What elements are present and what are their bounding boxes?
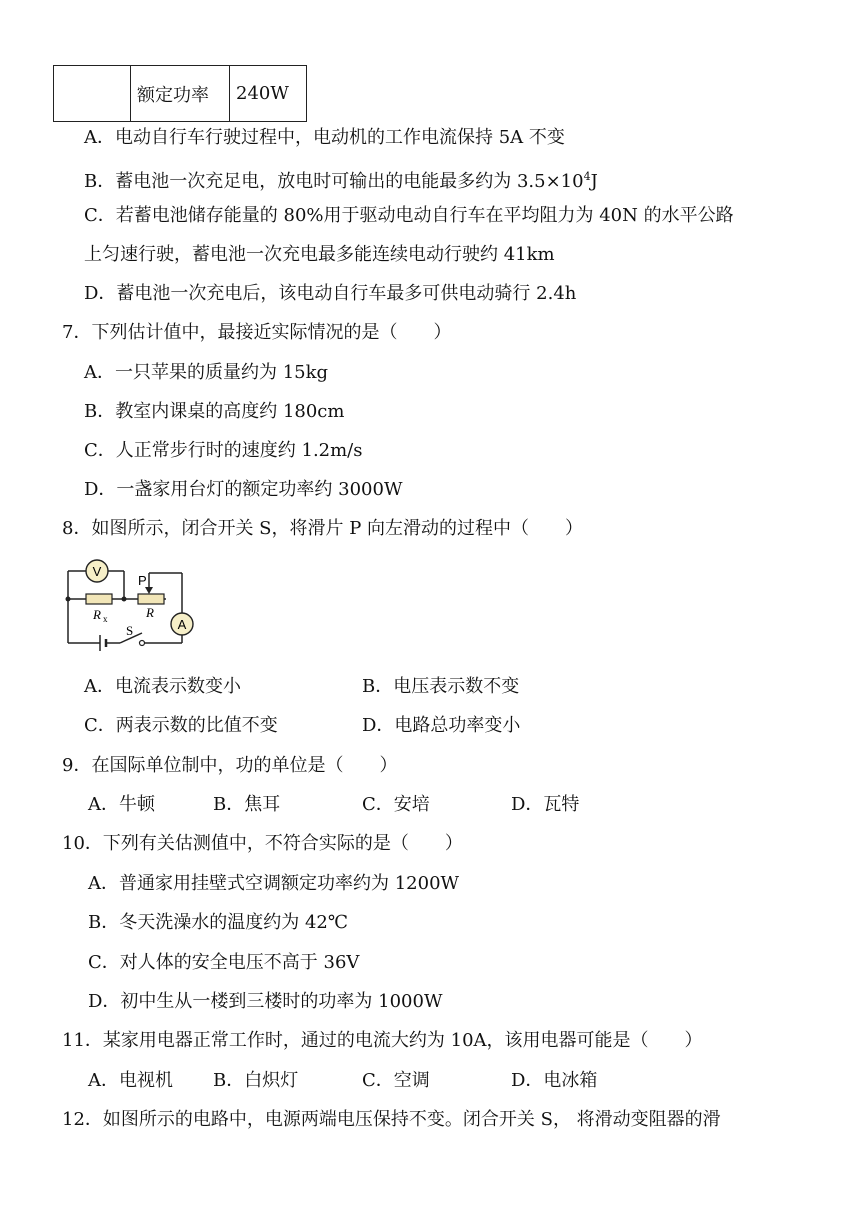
resistor-r-shape bbox=[138, 594, 164, 604]
q6-option-a: A．电动自行车行驶过程中，电动机的工作电流保持 5A 不变 bbox=[84, 127, 565, 148]
ammeter-label: A bbox=[177, 617, 187, 632]
q10-stem: 10．下列有关估测值中，不符合实际的是（ ） bbox=[62, 833, 463, 854]
q6-option-b-text: B．蓄电池一次充足电，放电时可输出的电能最多约为 3.5×10 bbox=[84, 171, 584, 192]
q6-option-b-unit: J bbox=[590, 171, 598, 192]
rx-subscript: x bbox=[103, 614, 108, 624]
rx-label: R bbox=[93, 607, 101, 622]
table-row bbox=[54, 66, 307, 122]
q12-stem: 12．如图所示的电路中，电源两端电压保持不变。闭合开关 S， 将滑动变阻器的滑 bbox=[62, 1109, 721, 1130]
q9-option-a: A．牛顿 bbox=[88, 794, 155, 815]
q11-stem: 11．某家用电器正常工作时，通过的电流大约为 10A，该用电器可能是（ ） bbox=[62, 1030, 703, 1051]
q6-option-d: D．蓄电池一次充电后，该电动自行车最多可供电动骑行 2.4h bbox=[84, 283, 577, 304]
q11-option-a: A．电视机 bbox=[88, 1070, 173, 1091]
q11-option-d: D．电冰箱 bbox=[511, 1070, 598, 1091]
switch-s-label: S bbox=[126, 623, 134, 638]
q11-option-c: C．空调 bbox=[362, 1070, 430, 1091]
q10-option-c: C．对人体的安全电压不高于 36V bbox=[88, 952, 360, 973]
circuit-diagram bbox=[62, 555, 202, 655]
q9-option-c: C．安培 bbox=[362, 794, 430, 815]
table-cell-value: 240W bbox=[230, 66, 307, 122]
q7-option-d: D．一盏家用台灯的额定功率约 3000W bbox=[84, 479, 403, 500]
q7-stem: 7．下列估计值中，最接近实际情况的是（ ） bbox=[62, 322, 452, 343]
q6-option-b bbox=[84, 165, 598, 194]
q8-stem: 8．如图所示，闭合开关 S，将滑片 P 向左滑动的过程中（ ） bbox=[62, 518, 584, 539]
q6-option-c-line1: C．若蓄电池储存能量的 80%用于驱动电动自行车在平均阻力为 40N 的水平公路 bbox=[84, 205, 734, 226]
table-cell-empty bbox=[54, 66, 131, 122]
r-label: R bbox=[146, 605, 154, 620]
q8-option-a: A．电流表示数变小 bbox=[84, 676, 241, 697]
q11-option-b: B．白炽灯 bbox=[213, 1070, 299, 1091]
q9-stem: 9．在国际单位制中，功的单位是（ ） bbox=[62, 755, 398, 776]
resistor-rx-shape bbox=[86, 594, 112, 604]
q7-option-a: A．一只苹果的质量约为 15kg bbox=[84, 362, 329, 383]
q8-option-c: C．两表示数的比值不变 bbox=[84, 715, 278, 736]
voltmeter-label: V bbox=[92, 564, 102, 579]
q6-option-b-exponent: 4 bbox=[583, 170, 591, 183]
q8-option-d: D．电路总功率变小 bbox=[362, 715, 521, 736]
table-cell-label: 额定功率 bbox=[131, 66, 230, 122]
q9-option-d: D．瓦特 bbox=[511, 794, 580, 815]
q10-option-d: D．初中生从一楼到三楼时的功率为 1000W bbox=[88, 991, 443, 1012]
q10-option-b: B．冬天洗澡水的温度约为 42℃ bbox=[88, 912, 348, 933]
slider-p-label: P bbox=[138, 573, 147, 588]
q6-option-c-line2: 上匀速行驶，蓄电池一次充电最多能连续电动行驶约 41km bbox=[84, 244, 555, 265]
q8-option-b: B．电压表示数不变 bbox=[362, 676, 520, 697]
q9-option-b: B．焦耳 bbox=[213, 794, 281, 815]
q7-option-b: B．教室内课桌的高度约 180cm bbox=[84, 401, 345, 422]
q10-option-a: A．普通家用挂壁式空调额定功率约为 1200W bbox=[88, 873, 460, 894]
q7-option-c: C．人正常步行时的速度约 1.2m/s bbox=[84, 440, 363, 461]
spec-table bbox=[53, 65, 307, 122]
